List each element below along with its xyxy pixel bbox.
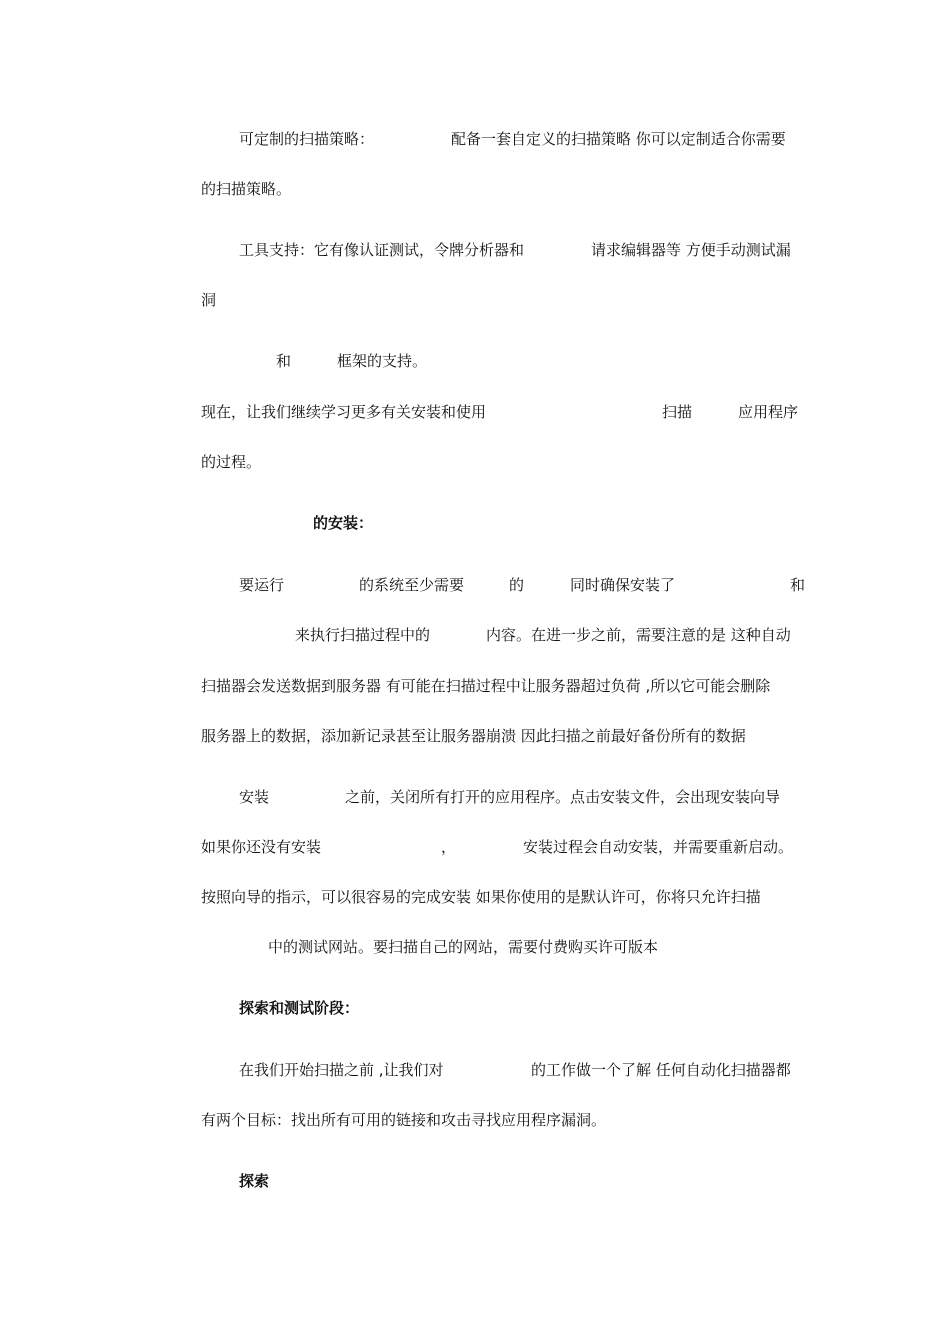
p1-text-cont: 的扫描策略。 bbox=[201, 180, 292, 198]
p5-text-c: 的 bbox=[509, 576, 525, 594]
p6-text-g: 中的测试网站。要扫描自己的网站，需要付费购买许可版本 bbox=[268, 938, 659, 956]
p5-text-g: 内容。在进一步之前，需要注意的是 这种自动 bbox=[486, 626, 791, 644]
p4-app: 应用程序 bbox=[738, 403, 799, 421]
p1-label: 可定制的扫描策略： bbox=[239, 130, 375, 148]
section-heading-explore: 探索 bbox=[239, 1172, 270, 1190]
p5-text-d: 同时确保安装了 bbox=[570, 576, 676, 594]
section-heading-install: 的安装： bbox=[313, 514, 374, 532]
p1-text: 配备一套自定义的扫描策略 你可以定制适合你需要 bbox=[451, 130, 786, 148]
p7-text-c: 有两个目标：找出所有可用的链接和攻击寻找应用程序漏洞。 bbox=[201, 1111, 607, 1129]
p7-text-a: 在我们开始扫描之前 ,让我们对 bbox=[239, 1061, 444, 1079]
p5-text-b: 的系统至少需要 bbox=[359, 576, 465, 594]
p3-text: 框架的支持。 bbox=[337, 352, 428, 370]
p5-text-f: 来执行扫描过程中的 bbox=[295, 626, 431, 644]
p6-text-d: ， bbox=[441, 838, 457, 856]
p4-text-cont: 的过程。 bbox=[201, 453, 262, 471]
p5-text-e: 和 bbox=[790, 576, 806, 594]
p5-text-h: 扫描器会发送数据到服务器 有可能在扫描过程中让服务器超过负荷 ,所以它可能会删除 bbox=[201, 677, 771, 695]
p2-text-b: 请求编辑器等 方便手动测试漏 bbox=[591, 241, 791, 259]
p6-text-e: 安装过程会自动安装，并需要重新启动。 bbox=[523, 838, 794, 856]
p5-text-i: 服务器上的数据，添加新记录甚至让服务器崩溃 因此扫描之前最好备份所有的数据 bbox=[201, 727, 746, 745]
p6-text-a: 安装 bbox=[239, 788, 270, 806]
p6-text-b: 之前，关闭所有打开的应用程序。点击安装文件，会出现安装向导 bbox=[345, 788, 781, 806]
p6-text-c: 如果你还没有安装 bbox=[201, 838, 322, 856]
p6-text-f: 按照向导的指示，可以很容易的完成安装 如果你使用的是默认许可，你将只允许扫描 bbox=[201, 888, 761, 906]
section-heading-explore-test: 探索和测试阶段： bbox=[239, 999, 360, 1017]
p3-and: 和 bbox=[276, 352, 292, 370]
p2-text-cont: 洞 bbox=[201, 291, 217, 309]
p2-text: 工具支持：它有像认证测试，令牌分析器和 bbox=[239, 241, 525, 259]
p4-text: 现在，让我们继续学习更多有关安装和使用 bbox=[201, 403, 487, 421]
p7-text-b: 的工作做一个了解 任何自动化扫描器都 bbox=[531, 1061, 791, 1079]
p5-text-a: 要运行 bbox=[239, 576, 285, 594]
p4-scan: 扫描 bbox=[662, 403, 693, 421]
